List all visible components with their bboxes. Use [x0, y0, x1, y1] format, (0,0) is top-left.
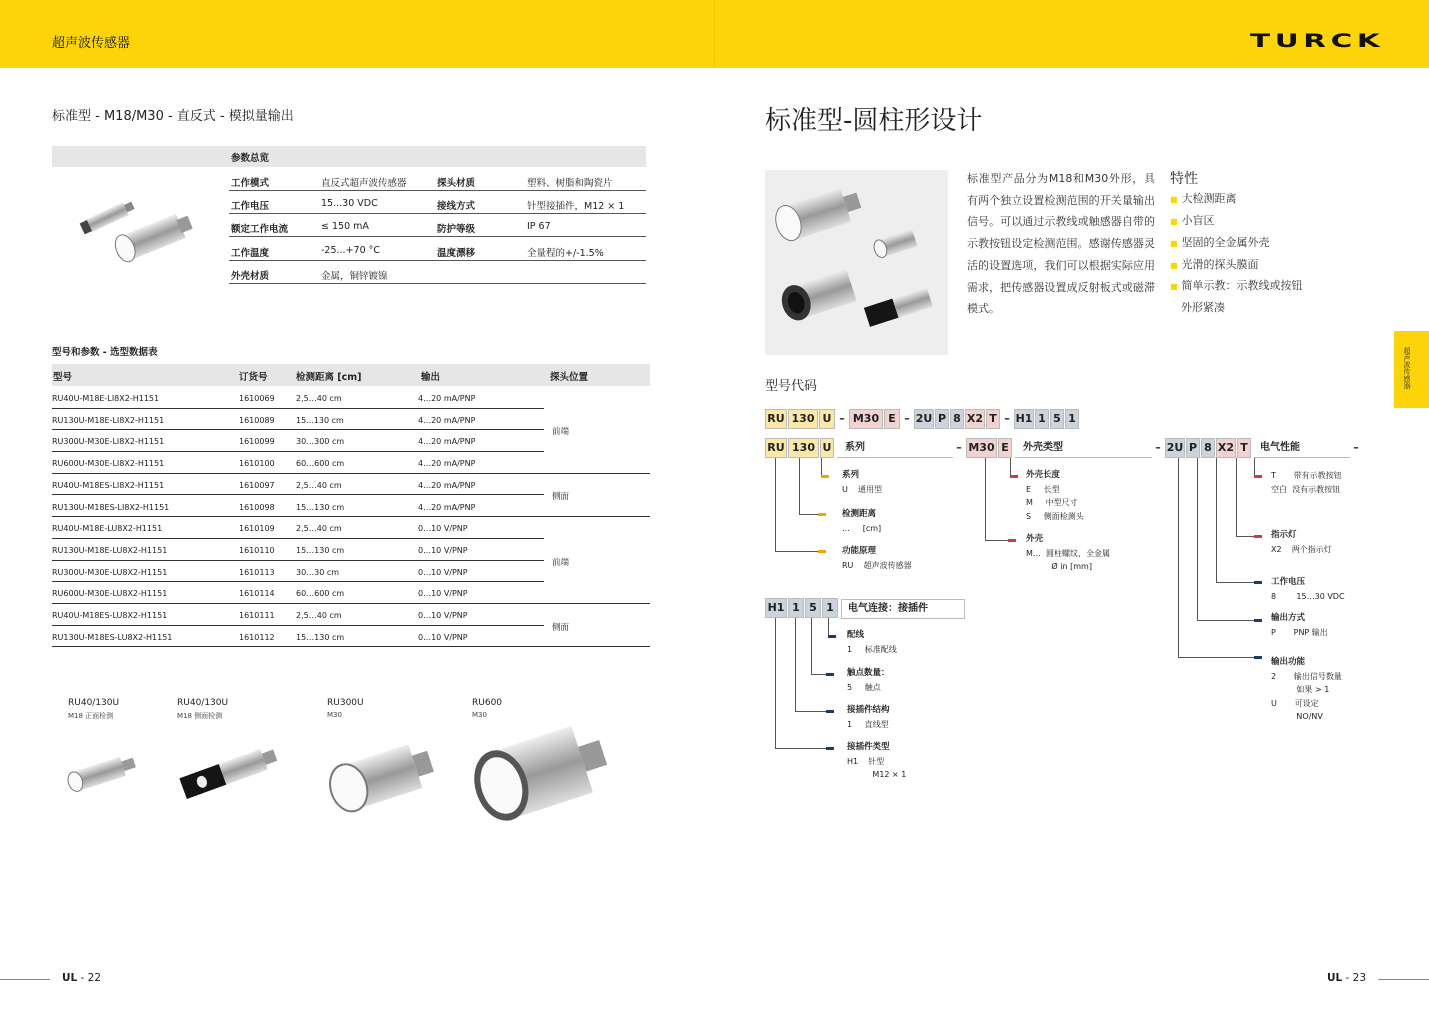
- overview-key: 工作电压: [231, 201, 270, 213]
- connector-marker: [826, 673, 834, 676]
- table-row: [52, 430, 544, 452]
- code-cell: 130: [788, 438, 819, 458]
- block-label: 电气连接：接插件: [841, 599, 965, 619]
- bullet-icon: ■: [1170, 261, 1178, 270]
- connector-line: [1178, 657, 1255, 658]
- position-side: 侧面: [552, 623, 570, 633]
- connector-line: [795, 618, 796, 711]
- overview-key: 探头材质: [437, 178, 476, 189]
- table-cell: 1610109: [239, 524, 275, 534]
- table-cell: 0…10 V/PNP: [418, 611, 468, 620]
- block-label: 系列: [837, 439, 954, 458]
- code-cell: RU: [765, 438, 787, 458]
- code-cell: U: [820, 438, 834, 458]
- connector-line: [775, 748, 827, 749]
- connector-marker: [818, 550, 826, 553]
- table-cell: RU40U-M18ES-LI8X2-H1151: [52, 480, 165, 490]
- table-cell: 0…10 V/PNP: [418, 567, 468, 577]
- legend-entry: [842, 508, 881, 535]
- table-row: [52, 387, 544, 409]
- table-cell: RU130U-M18E-LI8X2-H1151: [52, 415, 165, 425]
- table-cell: 1610110: [239, 545, 275, 555]
- col-position: 探头位置: [550, 372, 589, 383]
- feature-item: [1170, 212, 1215, 228]
- table-cell: RU600U-M30E-LI8X2-H1151: [52, 459, 165, 469]
- overview-value: 塑料、树脂和陶瓷片: [527, 178, 613, 189]
- legend-line: M12 × 1: [847, 770, 907, 779]
- table-cell: 1610112: [239, 632, 275, 642]
- selection-table-header: [52, 364, 650, 386]
- table-cell: 0…10 V/PNP: [418, 545, 468, 555]
- feature-text: 外形紧凑: [1181, 301, 1225, 314]
- table-cell: 4…20 mA/PNP: [418, 437, 476, 447]
- connector-marker: [826, 747, 834, 750]
- connector-marker: [1254, 619, 1262, 622]
- feature-item: [1170, 277, 1303, 293]
- feature-text: 光滑的探头膜面: [1181, 258, 1259, 271]
- legend-entry: [847, 629, 897, 656]
- table-cell: 4…20 mA/PNP: [418, 415, 476, 425]
- selection-table-title: 型号和参数 - 选型数据表: [52, 347, 158, 358]
- overview-value: 15...30 VDC: [321, 198, 378, 210]
- block-label: 电气性能: [1254, 439, 1350, 458]
- product-description: 标准型产品分为M18和M30外形，具有两个独立设置检测范围的开关量输出信号。可以通过示教线或触感器自带的示教按钮设定检测范围。感谢传感器灵活的设置选项，我们可以根据实际应用需求，把传感器设置成反射板式或磁滞模式。: [967, 172, 1155, 316]
- table-cell: 1610098: [239, 502, 275, 512]
- legend-title: 接插件结构: [847, 705, 890, 715]
- legend-line: H1 针型: [847, 756, 885, 766]
- connector-line: [1197, 458, 1198, 620]
- overview-key: 工作模式: [231, 178, 270, 189]
- legend-line: 8 15…30 VDC: [1271, 591, 1345, 601]
- page-number-right: UL - 23: [1327, 972, 1367, 984]
- code-char: M30: [849, 409, 883, 429]
- photo-sublabel: M18 侧面检测: [177, 712, 223, 720]
- table-cell: 1610099: [239, 437, 275, 447]
- code-char: RU: [765, 409, 787, 429]
- table-cell: 2,5…40 cm: [296, 480, 342, 490]
- overview-row: [229, 191, 646, 214]
- legend-line: 1 直线型: [847, 719, 889, 729]
- table-cell: RU300U-M30E-LU8X2-H1151: [52, 567, 168, 577]
- overview-row: [229, 214, 646, 237]
- overview-value: IP 67: [527, 221, 551, 233]
- section-title: 标准型 - M18/M30 - 直反式 - 模拟量输出: [52, 109, 294, 124]
- code-char: 2U: [914, 409, 934, 429]
- table-cell: 0…10 V/PNP: [418, 589, 468, 599]
- table-cell: 4…20 mA/PNP: [418, 480, 476, 490]
- table-cell: RU130U-M18ES-LU8X2-H1151: [52, 632, 173, 642]
- group-divider: [544, 473, 650, 474]
- connector-marker: [826, 710, 834, 713]
- legend-line: P PNP 输出: [1271, 627, 1328, 637]
- legend-title: 触点数量：: [847, 668, 890, 678]
- legend-line: T 带有示教按钮: [1271, 471, 1342, 480]
- table-cell: 15...130 cm: [296, 415, 344, 425]
- legend-entry: [842, 469, 882, 496]
- sensor-m30-image: [322, 732, 442, 822]
- overview-value: 金属，铜锌镀镍: [321, 270, 388, 282]
- table-cell: 15…130 cm: [296, 545, 345, 555]
- connector-line: [1236, 458, 1237, 536]
- feature-item: [1170, 234, 1270, 250]
- connector-marker: [818, 513, 826, 516]
- legend-line: M… 圆柱螺纹，全金属: [1026, 548, 1110, 558]
- sensor-m18-front-image: [62, 745, 142, 800]
- legend-entry: [1271, 612, 1328, 639]
- photo-label: RU40/130U: [68, 698, 120, 708]
- code-cell: E: [998, 438, 1012, 458]
- table-cell: 1610114: [239, 589, 275, 599]
- table-cell: 2,5…40 cm: [296, 524, 342, 534]
- legend-line: Ø in [mm]: [1026, 562, 1092, 571]
- connector-marker: [821, 475, 829, 478]
- header-title: 超声波传感器: [52, 36, 131, 51]
- legend-entry: [847, 667, 890, 694]
- code-dash: –: [953, 438, 965, 458]
- table-row: [52, 474, 544, 496]
- table-cell: 1610113: [239, 567, 275, 577]
- table-cell: 60…600 cm: [296, 459, 345, 469]
- col-model: 型号: [53, 372, 73, 383]
- feature-text: 坚固的全金属外壳: [1181, 236, 1270, 249]
- page-rule: [1378, 979, 1429, 980]
- legend-title: 外壳: [1026, 534, 1044, 544]
- table-row: [52, 604, 544, 626]
- feature-text: 大检测距离: [1181, 192, 1237, 205]
- legend-title: 接插件类型: [847, 742, 890, 752]
- legend-line: 1 标准配线: [847, 644, 897, 654]
- code-title: 型号代码: [765, 379, 818, 394]
- legend-title: 检测距离: [842, 509, 877, 519]
- legend-title: 指示灯: [1271, 530, 1297, 540]
- code-char: –: [901, 409, 913, 429]
- legend-line: 空白 没有示教按钮: [1271, 484, 1341, 494]
- connector-marker: [1254, 535, 1262, 538]
- legend-line: U 可设定: [1271, 698, 1319, 708]
- page-rule: [0, 979, 50, 980]
- overview-value: 全量程的+/-1.5%: [527, 247, 604, 259]
- connector-line: [1236, 536, 1255, 537]
- connector-line: [1254, 458, 1255, 476]
- connector-line: [985, 540, 1010, 541]
- legend-entry: [1026, 533, 1110, 574]
- block-label: 外壳类型: [1015, 439, 1154, 458]
- photo-sublabel: M30: [472, 711, 487, 719]
- sensor-m18-side-image: [172, 740, 280, 805]
- legend-line: M 中型尺寸: [1026, 498, 1078, 507]
- side-tab-label: 超声波传感器: [1403, 347, 1411, 389]
- code-char: P: [935, 409, 949, 429]
- connector-line: [1178, 458, 1179, 657]
- col-order-no: 订货号: [239, 372, 268, 383]
- overview-key: 工作温度: [231, 247, 270, 259]
- code-char: U: [819, 409, 835, 429]
- legend-title: 外壳长度: [1026, 470, 1061, 480]
- table-cell: RU130U-M18ES-LI8X2-H1151: [52, 502, 170, 512]
- legend-title: 系列: [842, 470, 860, 480]
- position-front: 前端: [552, 427, 570, 437]
- table-cell: 15…130 cm: [296, 502, 345, 512]
- overview-key: 额定工作电流: [231, 224, 289, 236]
- legend-title: 输出功能: [1271, 657, 1306, 667]
- table-cell: 4…20 mA/PNP: [418, 502, 476, 512]
- table-cell: 1610097: [239, 480, 275, 490]
- legend-entry: [1271, 656, 1342, 724]
- overview-header-bar: [52, 146, 646, 167]
- connector-line: [811, 674, 827, 675]
- connector-marker: [1254, 475, 1262, 478]
- photo-label: RU600: [472, 698, 503, 708]
- group-divider: [544, 603, 650, 604]
- bullet-icon: ■: [1170, 217, 1178, 226]
- code-char: H1: [1014, 409, 1034, 429]
- legend-line: U 通用型: [842, 484, 883, 494]
- legend-line: S 侧面检测头: [1026, 511, 1084, 521]
- feature-item: [1170, 256, 1259, 272]
- legend-entry: [847, 741, 906, 782]
- table-cell: 30…30 cm: [296, 567, 340, 577]
- connector-line: [795, 711, 827, 712]
- code-char: E: [884, 409, 900, 429]
- legend-line: … [cm]: [842, 523, 882, 533]
- col-range: 检测距离 [cm]: [296, 372, 362, 383]
- table-row: [52, 626, 544, 648]
- code-char: T: [986, 409, 1000, 429]
- feature-text: 简单示教：示教线或按钮: [1181, 279, 1303, 292]
- connector-marker: [1254, 656, 1262, 659]
- connector-line: [821, 458, 822, 476]
- legend-entry: [1271, 529, 1332, 556]
- legend-line: 2 输出信号数量: [1271, 671, 1342, 681]
- table-cell: RU130U-M18E-LU8X2-H1151: [52, 545, 168, 555]
- code-cell: 8: [1201, 438, 1215, 458]
- position-side: 侧面: [552, 492, 570, 502]
- bullet-icon: ■: [1170, 195, 1178, 204]
- legend-title: 配线: [847, 630, 865, 640]
- table-cell: 4…20 mA/PNP: [418, 459, 476, 469]
- code-char: 5: [1050, 409, 1064, 429]
- legend-line: X2 两个指示灯: [1271, 544, 1332, 554]
- legend-entry: [1271, 469, 1342, 496]
- connector-marker: [1254, 581, 1262, 584]
- legend-title: 工作电压: [1271, 577, 1306, 587]
- header-divider: [714, 0, 715, 68]
- table-cell: RU600U-M30E-LU8X2-H1151: [52, 589, 168, 599]
- table-cell: 4…20 mA/PNP: [418, 394, 476, 403]
- bullet-icon: ■: [1170, 239, 1178, 248]
- table-cell: 1610111: [239, 611, 275, 620]
- overview-heading: 参数总览: [231, 153, 270, 164]
- table-cell: 30…300 cm: [296, 437, 345, 447]
- overview-key: 温度漂移: [437, 247, 476, 259]
- code-char: 1: [1035, 409, 1049, 429]
- sensor-product-image: [78, 188, 198, 268]
- feature-item: [1181, 299, 1225, 315]
- connector-line: [775, 458, 776, 551]
- connector-line: [799, 514, 820, 515]
- legend-title: 功能原理: [842, 546, 877, 556]
- table-cell: 1610069: [239, 394, 275, 403]
- code-cell: 2U: [1165, 438, 1185, 458]
- legend-line: 如果 > 1: [1271, 685, 1330, 694]
- table-cell: 2,5…40 cm: [296, 394, 342, 403]
- code-cell: M30: [966, 438, 997, 458]
- connector-marker: [1008, 539, 1016, 542]
- code-cell: X2: [1216, 438, 1236, 458]
- features-title: 特性: [1170, 171, 1198, 187]
- group-divider: [544, 646, 650, 647]
- table-cell: RU300U-M30E-LI8X2-H1151: [52, 437, 165, 447]
- code-cell: 1: [822, 598, 838, 618]
- connector-line: [799, 458, 800, 514]
- table-row: [52, 452, 544, 474]
- table-row: [52, 496, 544, 518]
- overview-value: 针型接插件，M12 × 1: [527, 201, 625, 213]
- overview-key: 接线方式: [437, 201, 476, 213]
- connector-line: [1197, 620, 1255, 621]
- legend-entry: [1026, 469, 1084, 523]
- connector-line: [1216, 458, 1217, 582]
- code-cell: P: [1186, 438, 1200, 458]
- table-row: [52, 517, 544, 539]
- connector-line: [1010, 458, 1011, 476]
- table-cell: 2,5…40 cm: [296, 611, 342, 620]
- overview-key: 外壳材质: [231, 270, 270, 282]
- overview-row: [229, 238, 646, 261]
- legend-entry: [847, 704, 890, 731]
- bullet-icon: ■: [1170, 282, 1178, 291]
- overview-row: [229, 168, 646, 191]
- table-row: [52, 582, 544, 604]
- code-cell: T: [1237, 438, 1251, 458]
- turck-logo: TURCK: [1250, 30, 1385, 52]
- code-dash: –: [1152, 438, 1164, 458]
- position-front: 前端: [552, 558, 570, 568]
- table-cell: RU40U-M18E-LU8X2-H1151: [52, 524, 163, 534]
- code-char: –: [836, 409, 848, 429]
- overview-row: [229, 261, 646, 284]
- table-cell: 0…10 V/PNP: [418, 632, 468, 642]
- feature-item: [1170, 190, 1237, 206]
- legend-line: E 长型: [1026, 484, 1060, 494]
- legend-entry: [1271, 576, 1345, 603]
- photo-sublabel: M18 正面检测: [68, 712, 114, 720]
- table-cell: RU40U-M18E-LI8X2-H1151: [52, 394, 160, 403]
- code-char: X2: [965, 409, 985, 429]
- code-char: 130: [788, 409, 818, 429]
- connector-line: [828, 618, 829, 636]
- photo-label: RU300U: [327, 698, 364, 708]
- table-row: [52, 409, 544, 431]
- table-cell: 0…10 V/PNP: [418, 524, 468, 534]
- legend-line: NO/NV: [1271, 712, 1323, 721]
- table-cell: 1610089: [239, 415, 275, 425]
- connector-line: [775, 618, 776, 748]
- legend-line: RU 超声波传感器: [842, 560, 912, 570]
- page-number-left: UL - 22: [62, 972, 102, 984]
- table-cell: 60…600 cm: [296, 589, 345, 599]
- connector-marker: [1010, 475, 1018, 478]
- connector-marker: [828, 635, 836, 638]
- right-page-title: 标准型-圆柱形设计: [765, 106, 983, 136]
- overview-value: ≤ 150 mA: [321, 221, 369, 233]
- legend-line: 5 触点: [847, 682, 881, 692]
- code-char: 8: [950, 409, 964, 429]
- photo-sublabel: M30: [327, 711, 342, 719]
- group-divider: [544, 516, 650, 517]
- overview-value: -25...+70 °C: [321, 244, 381, 256]
- sensor-ru600-image: [465, 720, 615, 830]
- overview-key: 防护等级: [437, 224, 476, 236]
- connector-line: [811, 618, 812, 674]
- table-row: [52, 561, 544, 583]
- code-cell: 5: [805, 598, 821, 618]
- feature-text: 小盲区: [1181, 214, 1215, 227]
- code-char: –: [1001, 409, 1013, 429]
- code-char: 1: [1065, 409, 1079, 429]
- table-cell: RU40U-M18ES-LU8X2-H1151: [52, 611, 168, 620]
- legend-entry: [842, 545, 912, 572]
- table-cell: 1610100: [239, 459, 275, 469]
- connector-line: [985, 458, 986, 540]
- code-cell: 1: [788, 598, 804, 618]
- connector-line: [775, 551, 820, 552]
- product-photo: [765, 170, 948, 355]
- code-cell: H1: [765, 598, 787, 618]
- table-cell: 15…130 cm: [296, 632, 345, 642]
- photo-label: RU40/130U: [177, 698, 229, 708]
- legend-title: 输出方式: [1271, 613, 1306, 623]
- sensor-group-image: [765, 170, 948, 355]
- overview-value: 直反式超声波传感器: [321, 178, 407, 189]
- code-dash: –: [1350, 438, 1362, 458]
- col-output: 输出: [421, 372, 441, 383]
- connector-line: [1216, 582, 1255, 583]
- table-row: [52, 539, 544, 561]
